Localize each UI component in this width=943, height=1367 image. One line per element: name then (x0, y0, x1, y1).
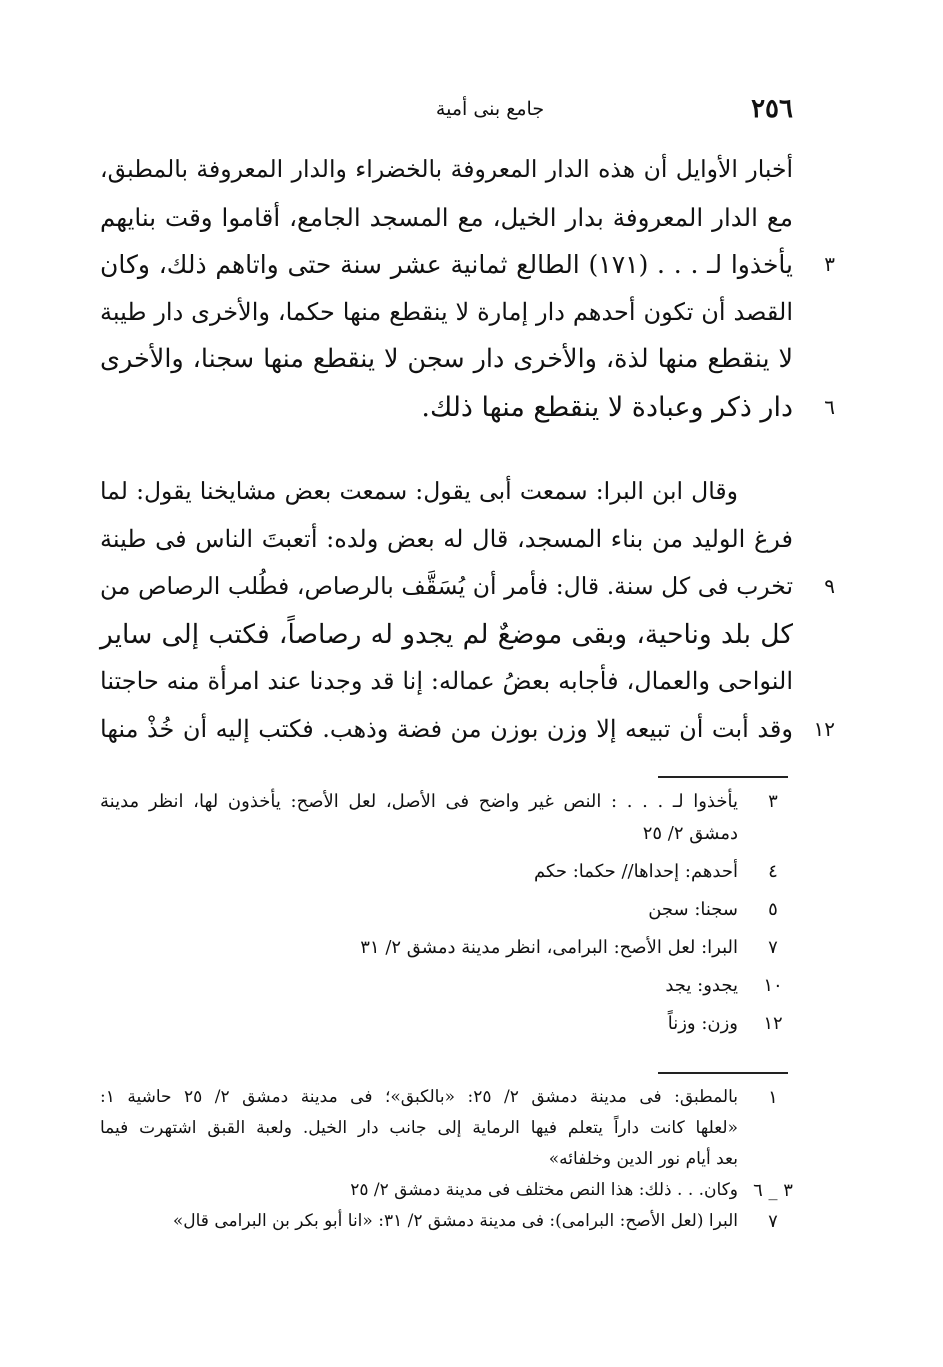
line-text: تخرب فى كل سنة. قال: فأمر أن يُسَقَّف بالرصاص، فطُلب الرصاص من (100, 572, 793, 600)
text-line (100, 468, 793, 516)
note-line: يجدو: يجد (665, 975, 738, 996)
note-item (100, 856, 778, 888)
note-ref: ٥ (768, 899, 778, 920)
note-text (100, 932, 738, 964)
note-line: سجنا: سجن (648, 899, 738, 920)
text-line (100, 384, 835, 432)
text-line (100, 194, 793, 242)
line-text: النواحى والعمال، فأجابه بعضُ عماله: إنا قد وجدنا عند امرأة منه حاجتنا (100, 667, 794, 695)
line-number: ٣ (824, 252, 835, 276)
text-line (100, 658, 793, 706)
line-text: دار ذكر وعبادة لا ينقطع منها ذلك. (421, 391, 793, 423)
text-line (100, 516, 793, 564)
note-line: البرا (لعل الأصح: البرامى): فى مدينة دمشق ٢/ ٣١: «انا أبو بكر بن البرامى قال» (172, 1211, 738, 1231)
line-text: مع الدار المعروفة بدار الخيل، مع المسجد الجامع، أقاموا وقت بنايهم (100, 202, 793, 232)
note-line: دمشق ٢/ ٢٥ (642, 823, 738, 844)
line-text: يأخذوا لـ . . . (١٧١) الطالع ثمانية عشر سنة حتى واتاهم ذلك، وكان (100, 250, 793, 279)
note-line: وزن: وزناً (667, 1013, 738, 1034)
text-line (100, 563, 835, 611)
note-line: يأخذوا لـ . . . : النص غير واضح فى الأصل، لعل الأصح: يأخذون لها، انظر مدينة (100, 791, 738, 812)
note-text (100, 970, 738, 1002)
note-ref: ٤ (768, 861, 778, 882)
line-text: القصد أن تكون أحدهم دار إمارة لا ينقطع منها حكما، والأخرى دار طيبة (100, 297, 793, 326)
line-text: لا ينقطع منها لذة، والأخرى دار سجن لا ينقطع منها سجنا، والأخرى (100, 344, 793, 374)
note-ref: ٣ _ ٦ (753, 1180, 793, 1201)
page-header (100, 92, 793, 132)
text-line (100, 241, 835, 289)
text-line (100, 146, 793, 194)
text-line (100, 289, 793, 337)
note-ref: ٣ (768, 791, 778, 812)
note-ref: ١ (768, 1087, 778, 1108)
note-item (100, 1008, 783, 1040)
text-line (100, 336, 793, 384)
note-text (100, 1082, 738, 1175)
note-line: البرا: لعل الأصح: البرامى، انظر مدينة دمشق ٢/ ٣١ (360, 937, 738, 958)
paragraph-2 (100, 468, 835, 753)
footnote-divider (658, 776, 788, 778)
note-text (100, 1206, 738, 1237)
line-text: فرغ الوليد من بناء المسجد، قال له بعض ولده: أتعبتَ الناس فى طينة (100, 524, 793, 553)
note-text (100, 856, 738, 888)
line-number: ١٢ (813, 716, 835, 741)
line-text: وقد أبت أن تبيعه إلا وزن بوزن من فضة وذهب. فكتب إليه أن خُذْ منها (100, 714, 793, 743)
line-text: وقال ابن البرا: سمعت أبى يقول: سمعت بعض مشايخنا يقول: لما (100, 477, 738, 505)
note-line: بعد أيام نور الدين وخلفائه» (548, 1149, 738, 1169)
note-item (100, 1175, 793, 1206)
text-line (100, 611, 793, 659)
source-notes (100, 1082, 793, 1237)
note-ref: ١٠ (763, 975, 783, 996)
line-number: ٩ (824, 574, 835, 598)
note-text (100, 1175, 738, 1206)
note-item (100, 894, 778, 926)
note-item (100, 932, 778, 964)
running-title: جامع بنى أمية (435, 98, 545, 120)
text-line (100, 706, 835, 754)
line-text: أخبار الأوايل أن هذه الدار المعروفة بالخضراء والدار المعروفة بالمطبق، (100, 155, 793, 183)
note-item (100, 970, 783, 1002)
footnote-divider (658, 1072, 788, 1074)
note-line: «لعلها كانت داراً يتعلم فيها الرماية إلى جانب دار الخيل. ولعبة القبق اشتهرت فيما (100, 1118, 738, 1138)
note-text (100, 786, 738, 850)
paragraph-1 (100, 146, 835, 431)
line-text: كل بلد وناحية، وبقى موضعٌ لم يجدو له رصاصاً، فكتب إلى ساير (100, 618, 793, 650)
note-item (100, 1206, 778, 1237)
note-ref: ٧ (768, 1211, 778, 1232)
note-line: أحدهم: إحداها// حكما: حكم (533, 861, 738, 882)
note-text (100, 1008, 738, 1040)
note-item (100, 786, 778, 850)
note-ref: ١٢ (763, 1013, 783, 1034)
page-number: ٢٥٦ (751, 94, 793, 124)
note-ref: ٧ (768, 937, 778, 958)
note-text (100, 894, 738, 926)
note-line: وكان. . . ذلك: هذا النص مختلف فى مدينة دمشق ٢/ ٢٥ (350, 1180, 738, 1200)
apparatus-notes (100, 786, 783, 1040)
line-number: ٦ (824, 394, 835, 419)
note-line: بالمطبق: فى مدينة دمشق ٢/ ٢٥: «بالكبق»؛ فى مدينة دمشق ٢/ ٢٥ حاشية ١: (100, 1087, 739, 1107)
note-item (100, 1082, 778, 1175)
